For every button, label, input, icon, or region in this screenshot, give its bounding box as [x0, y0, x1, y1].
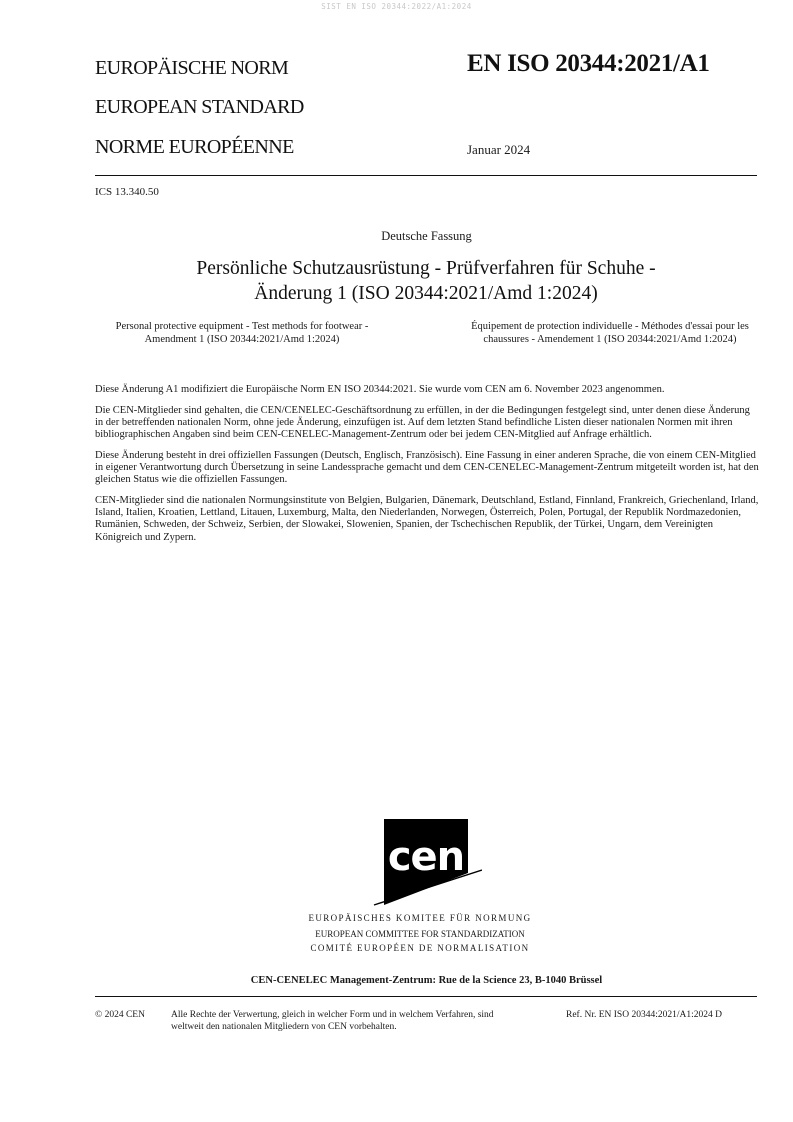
title-french: Équipement de protection individuelle - Méthodes d'essai pour les chaussures - Amendement 1 (ISO 20344:2021/Amd 1:2024) [471, 321, 749, 345]
norm-title-fr: NORME EUROPÉENNE [95, 136, 294, 158]
paragraph-adoption: Diese Änderung A1 modifiziert die Europäische Norm EN ISO 20344:2021. Sie wurde vom CEN am 6. November 2023 angenommen. [95, 384, 665, 395]
cen-logo-text: cen [387, 834, 465, 880]
norm-title-de: EUROPÄISCHE NORM [95, 57, 289, 79]
rights-notice: Alle Rechte der Verwertung, gleich in welcher Form und in welchem Verfahren, sind weltweit den nationalen Mitgliedern von CEN vorbehalten. [171, 1010, 494, 1032]
watermark: SIST EN ISO 20344:2022/A1:2024 [321, 2, 472, 11]
reference-number: Ref. Nr. EN ISO 20344:2021/A1:2024 D [566, 1010, 722, 1020]
management-centre-address: CEN-CENELEC Management-Zentrum: Rue de la Science 23, B-1040 Brüssel [250, 975, 603, 986]
paragraph-members: CEN-Mitglieder sind die nationalen Normungsinstitute von Belgien, Bulgarien, Dänemark, Deutschland, Estland, Finnland, Frankreich, Griechenland, Irland, Island, Italien, Kroatien, Lettland, Litauen, Luxemburg, Malta, den Niederlanden, Norwegen, Österreich, Polen, Portugal, der Republik Nordmazedonien, Rumänien, Schweden, der Schweiz, Serbien, der Slowakei, Slowenien, Spanien, der Tschechischen Republik, der Türkei, Ungarn, dem Vereinigten Königreich und Zypern. [95, 494, 759, 543]
footer-divider [95, 996, 757, 997]
body-text [95, 384, 760, 552]
copyright: © 2024 CEN [95, 1010, 145, 1020]
cen-logo [370, 819, 482, 909]
standard-number: EN ISO 20344:2021/A1 [467, 50, 710, 77]
version-label: Deutsche Fassung [381, 229, 472, 243]
cen-logo-icon [370, 819, 482, 909]
org-name-fr: COMITÉ EUROPÉEN DE NORMALISATION [310, 943, 530, 953]
ics-code: ICS 13.340.50 [95, 186, 159, 198]
publication-date: Januar 2024 [467, 142, 531, 157]
norm-title-en: EUROPEAN STANDARD [95, 96, 304, 118]
main-title-line-1: Persönliche Schutzausrüstung - Prüfverfahren für Schuhe - [196, 258, 656, 279]
header-divider [95, 175, 757, 176]
main-title-line-2: Änderung 1 (ISO 20344:2021/Amd 1:2024) [254, 283, 598, 304]
org-name-en: EUROPEAN COMMITTEE FOR STANDARDIZATION [315, 929, 525, 939]
paragraph-regulations: Die CEN-Mitglieder sind gehalten, die CEN/CENELEC-Geschäftsordnung zu erfüllen, in der die Bedingungen festgelegt sind, unter denen diese Änderung in der betreffenden nationalen Norm, ohne jede Änderung, einzufügen ist. Auf dem letzten Stand befindliche Listen dieser nationalen Normen mit ihren bibliographischen Angaben sind beim CEN-CENELEC-Management-Zentrum oder bei jedem CEN-Mitglied auf Anfrage erhältlich. [95, 404, 750, 441]
org-name-de: EUROPÄISCHES KOMITEE FÜR NORMUNG [308, 913, 532, 923]
paragraph-versions: Diese Änderung besteht in drei offiziellen Fassungen (Deutsch, Englisch, Französisch). Eine Fassung in einer anderen Sprache, die von einem CEN-Mitglied in eigener Verantwortung durch Übersetzung in seine Landessprache gemacht und dem CEN-CENELEC-Management-Zentrum mitgeteilt worden ist, hat den gleichen Status wie die offiziellen Fassungen. [95, 449, 759, 486]
main-title [95, 256, 757, 306]
title-english: Personal protective equipment - Test methods for footwear - Amendment 1 (ISO 20344:2021/Amd 1:2024) [115, 321, 369, 345]
